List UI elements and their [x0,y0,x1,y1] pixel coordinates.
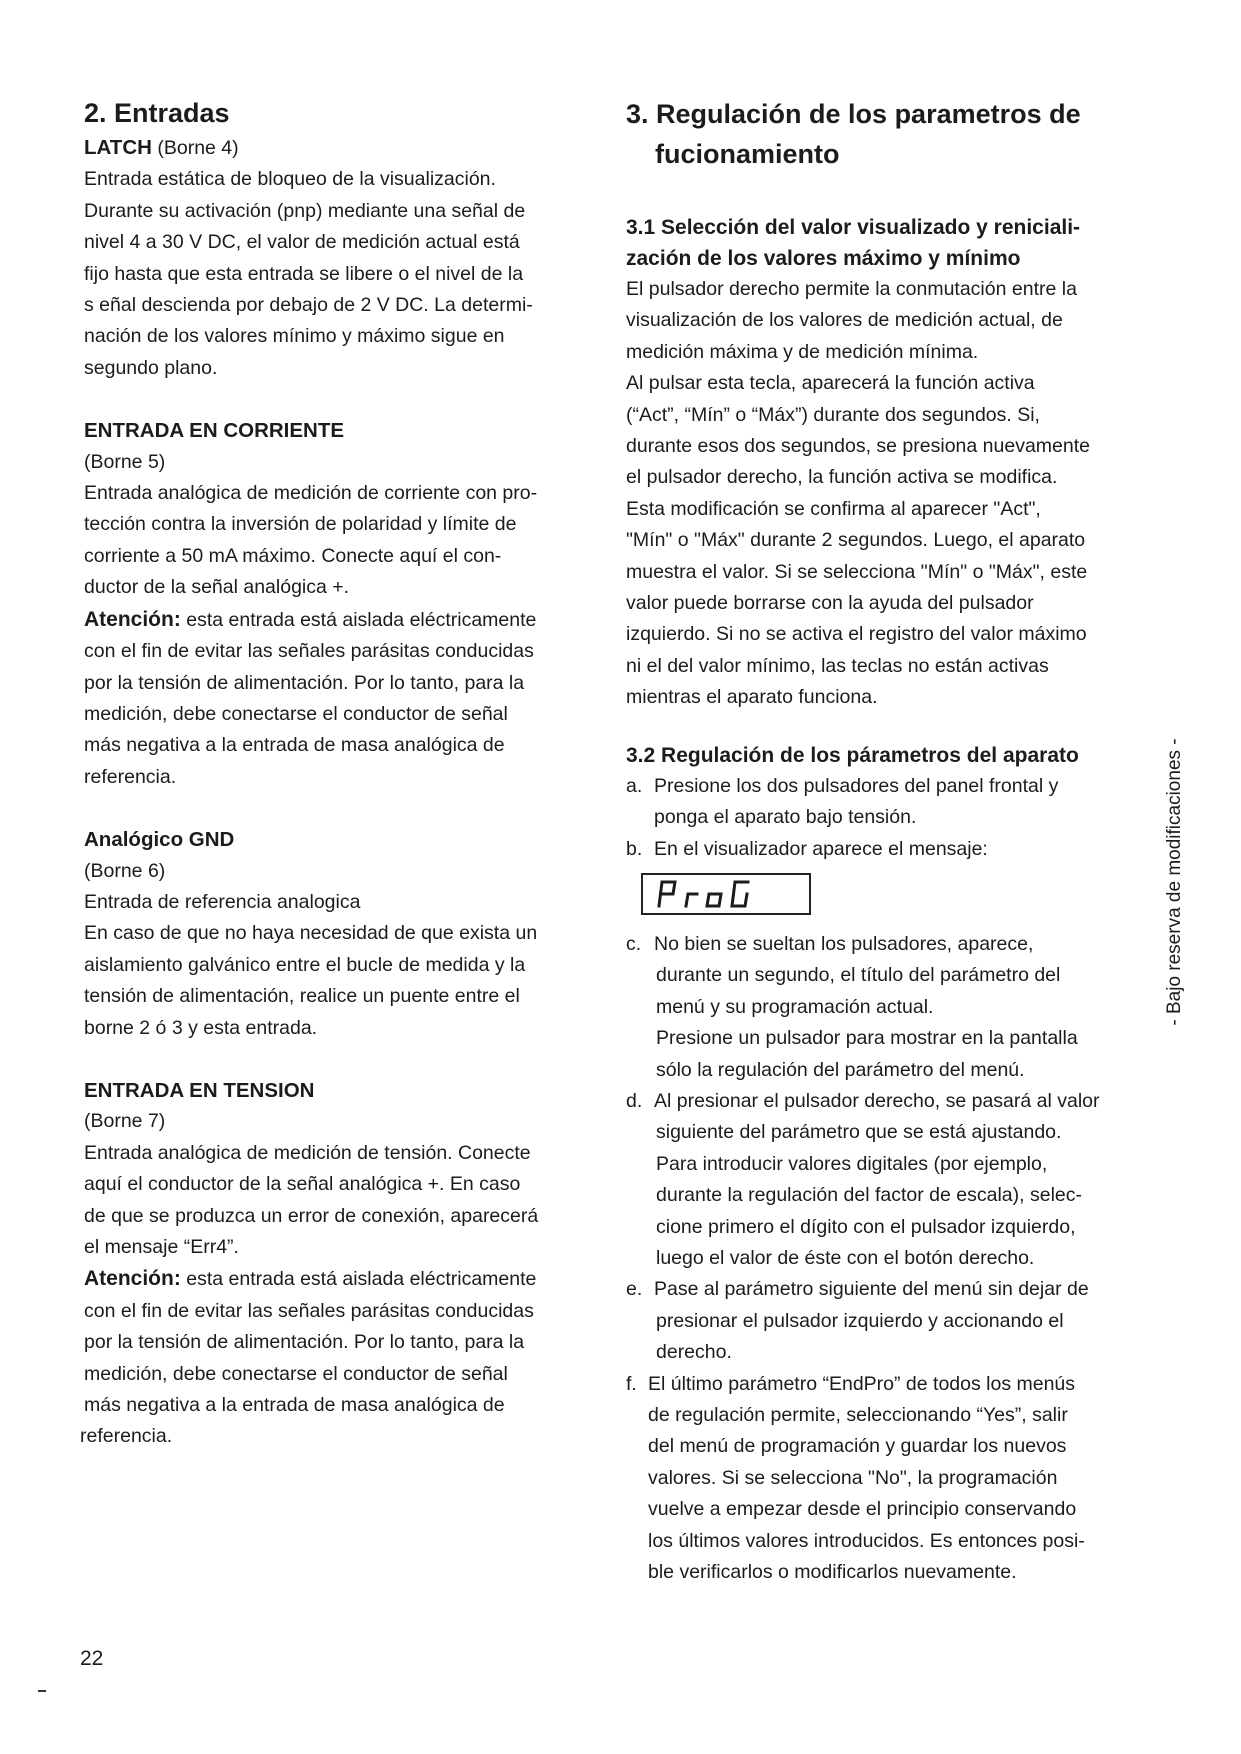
list-line: No bien se sueltan los pulsadores, aparece, [654,932,1034,955]
list-line: Presione los dos pulsadores del panel frontal y [654,774,1059,797]
side-note-text: - Bajo reserva de modificaciones - [1164,738,1185,1026]
gnd-line: tensión de alimentación, realice un puente entre el [84,985,520,1008]
list-line: luego el valor de éste con el botón derecho. [656,1246,1035,1269]
corriente-attention-line: por la tensión de alimentación. Por lo tanto, para la [84,671,525,694]
latch-label: LATCH [84,136,152,159]
list-line: siguiente del parámetro que se está ajustando. [656,1121,1062,1144]
list-line: de regulación permite, seleccionando “Yes”, salir [648,1404,1068,1426]
tension-attention-line: por la tensión de alimentación. Por lo tanto, para la [84,1331,525,1354]
tension-attention-line: más negativa a la entrada de masa analógica de [84,1394,505,1417]
list-line: sólo la regulación del parámetro del menú. [656,1058,1025,1081]
prog-display-glyphs [653,879,773,909]
list-line: menú y su programación actual. [656,995,934,1018]
list-line: derecho. [656,1341,732,1364]
list-line: Para introducir valores digitales (por ejemplo, [656,1152,1048,1175]
list-item-a [626,771,1146,834]
list-item-b [626,834,1146,865]
latch-heading [84,132,604,164]
latch-line: fijo hasta que esta entrada se libere o el nivel de la [84,262,524,285]
s31-line: Al pulsar esta tecla, aparecerá la función activa [626,372,1035,395]
list-marker: d. [626,1089,643,1112]
latch-line: Entrada estática de bloqueo de la visualización. [84,168,496,191]
s31-line: muestra el valor. Si se selecciona "Mín" o "Máx", este [626,560,1088,583]
list-line: cione primero el dígito con el pulsador izquierdo, [656,1215,1076,1238]
list-line: presionar el pulsador izquierdo y accionando el [656,1309,1064,1332]
tension-attention-line: con el fin de evitar las señales parásitas conducidas [84,1299,534,1322]
list-line: durante la regulación del factor de escala), selec- [656,1184,1082,1207]
gnd-line: aislamiento galvánico entre el bucle de medida y la [84,953,526,976]
list-item-c [626,929,1146,1086]
s31-heading-line-1: 3.1 Selección del valor visualizado y reniciali- [626,216,1081,239]
corriente-attention-line: más negativa a la entrada de masa analógica de [84,734,505,757]
tension-line: aquí el conductor de la señal analógica +. En caso [84,1173,521,1196]
right-column [626,94,1146,1588]
attention-first: esta entrada está aislada eléctricamente [180,608,537,631]
corriente-attention-line: medición, debe conectarse el conductor de señal [84,702,508,725]
tension-line: de que se produzca un error de conexión, aparecerá [84,1204,539,1227]
latch-line: s eñal descienda por debajo de 2 V DC. La determi- [84,294,533,317]
prog-display-text: ProG [653,878,656,880]
corriente-section [84,415,604,793]
latch-section [84,132,604,384]
gnd-section [84,824,604,1044]
left-column [80,94,604,1453]
tension-attention-line: medición, debe conectarse el conductor de señal [84,1362,508,1385]
s31-heading-line-2: zación de los valores máximo y mínimo [626,247,1021,270]
list-line: Al presionar el pulsador derecho, se pasará al valor [654,1089,1100,1112]
tension-terminal: (Borne 7) [84,1110,166,1133]
list-text [654,929,1146,1086]
list-item-d [626,1086,1146,1274]
list-text [654,834,1146,865]
corriente-terminal: (Borne 5) [84,450,166,473]
corriente-heading: ENTRADA EN CORRIENTE [84,419,345,443]
attention-label: Atención: [84,607,181,631]
list-item-e [626,1274,1146,1368]
corriente-attention-line: referencia. [84,765,177,788]
list-text [654,1274,1146,1368]
list-text [648,1369,1146,1589]
list-marker: f. [626,1372,637,1395]
gnd-terminal: (Borne 6) [84,859,166,882]
tension-attention-line: referencia. [80,1425,173,1448]
tension-section [80,1075,604,1453]
title-line-1: 3. Regulación de los parametros de [626,99,1081,129]
list-line: durante un segundo, el título del parámetro del [656,964,1061,987]
title-line-2: fucionamiento [655,139,840,169]
list-line: vuelve a empezar desde el principio conservando [648,1498,1077,1521]
list-marker: a. [626,774,643,797]
corner-mark [38,1690,46,1692]
side-note [1155,712,1195,1052]
list-line: Pase al parámetro siguiente del menú sin dejar de [654,1278,1089,1301]
latch-line: Durante su activación (pnp) mediante una señal de [84,199,526,222]
tension-heading: ENTRADA EN TENSION [84,1078,315,1102]
latch-line: segundo plano. [84,356,218,379]
tension-line: el mensaje “Err4”. [84,1236,239,1258]
corriente-attention-line: con el fin de evitar las señales parásitas conducidas [84,640,534,663]
gnd-heading: Analógico GND [84,828,235,852]
tension-line: Entrada analógica de medición de tensión. Conecte [84,1141,531,1164]
s31-line: durante esos dos segundos, se presiona nuevamente [626,435,1090,458]
list-line: ble verificarlos o modificarlos nuevamente. [648,1561,1017,1584]
latch-line: nivel 4 a 30 V DC, el valor de medición actual está [84,231,520,254]
attention-first: esta entrada está aislada eléctricamente [180,1268,537,1291]
section-3-1 [626,212,1146,714]
list-line: El último parámetro “EndPro” de todos los menús [648,1372,1076,1395]
s31-line: Esta modificación se confirma al aparecer "Act", [626,497,1041,520]
list-marker: b. [626,837,643,860]
gnd-line: borne 2 ó 3 y esta entrada. [84,1016,318,1039]
s31-line: "Mín" o "Máx" durante 2 segundos. Luego, el aparato [626,529,1086,552]
corriente-line: corriente a 50 mA máximo. Conecte aquí el con- [84,544,502,567]
corriente-line: ductor de la señal analógica +. [84,576,350,599]
prog-display [641,873,811,915]
tension-attention [84,1263,604,1295]
list-marker: e. [626,1278,643,1301]
s31-line: ni el del valor mínimo, las teclas no están activas [626,654,1049,677]
section-title-regulacion [626,94,1146,174]
latch-line: nación de los valores mínimo y máximo sigue en [84,325,505,348]
s31-line: (“Act”, “Mín” o “Máx”) durante dos segundos. Si, [626,403,1040,426]
s31-line: el pulsador derecho, la función activa se modifica. [626,466,1058,489]
s31-line: valor puede borrarse con la ayuda del pulsador [626,592,1034,615]
list-item-f [626,1369,1146,1589]
gnd-line: En caso de que no haya necesidad de que exista un [84,922,538,945]
s32-heading: 3.2 Regulación de los párametros del aparato [626,743,1079,767]
list-marker: c. [626,932,642,955]
list-line: del menú de programación y guardar los nuevos [648,1435,1067,1458]
gnd-line: Entrada de referencia analogica [84,890,361,913]
s31-line: mientras el aparato funciona. [626,686,878,709]
s31-line: medición máxima y de medición mínima. [626,340,979,363]
list-line: En el visualizador aparece el mensaje: [654,837,988,860]
page-number: 22 [80,1647,104,1670]
s31-line: izquierdo. Si no se activa el registro del valor máximo [626,623,1087,646]
section-3-2 [626,740,1146,1589]
list-text [654,771,1146,834]
corriente-line: Entrada analógica de medición de corriente con pro- [84,482,538,505]
list-line: ponga el aparato bajo tensión. [654,806,917,829]
corriente-line: tección contra la inversión de polaridad y límite de [84,513,517,536]
s31-line: El pulsador derecho permite la conmutación entre la [626,278,1077,300]
list-text [654,1086,1146,1274]
section-title-entradas: 2. Entradas [84,98,230,128]
list-line: valores. Si se selecciona "No", la programación [648,1466,1058,1489]
attention-label: Atención: [84,1267,181,1291]
list-line: Presione un pulsador para mostrar en la pantalla [656,1027,1078,1050]
latch-terminal: (Borne 4) [151,137,239,159]
list-line: los últimos valores introducidos. Es entonces posi- [648,1529,1085,1552]
corriente-attention [84,604,604,636]
s31-line: visualización de los valores de medición actual, de [626,309,1063,332]
